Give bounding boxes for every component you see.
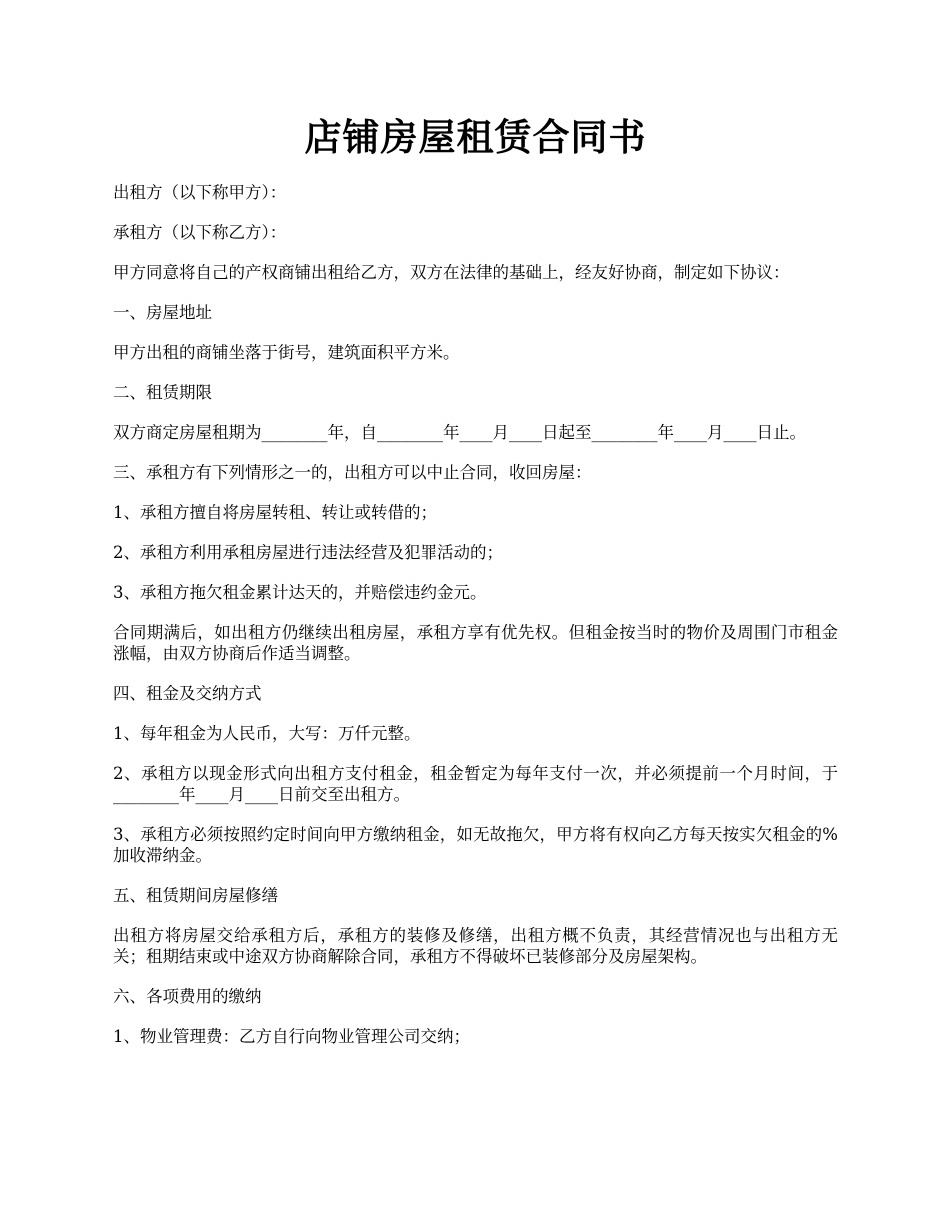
paragraph-repair: 出租方将房屋交给承租方后，承租方的装修及修缮，出租方概不负责，其经营情况也与出租方无关；租期结束或中途双方协商解除合同，承租方不得破坏已装修部分及房屋架构。	[113, 926, 838, 966]
section-heading-address: 一、房屋地址	[113, 303, 212, 322]
section-heading-rent: 四、租金及交纳方式	[113, 684, 262, 703]
section-heading-fees: 六、各项费用的缴纳	[113, 987, 262, 1006]
list-item-termination-3: 3、承租方拖欠租金累计达天的，并赔偿违约金元。	[113, 583, 487, 602]
list-item-fees-1: 1、物业管理费：乙方自行向物业管理公司交纳；	[113, 1027, 470, 1046]
list-item-rent-3: 3、承租方必须按照约定时间向甲方缴纳租金，如无故拖欠，甲方将有权向乙方每天按实欠租金的%加收滞纳金。	[113, 825, 838, 865]
paragraph-lessor: 出租方（以下称甲方）：	[113, 183, 287, 202]
list-item-rent-1: 1、每年租金为人民币，大写：万仟元整。	[113, 724, 421, 743]
list-item-termination-1: 1、承租方擅自将房屋转租、转让或转借的；	[113, 503, 437, 522]
paragraph-lessee: 承租方（以下称乙方）：	[113, 223, 287, 242]
paragraph-intro: 甲方同意将自己的产权商铺出租给乙方，双方在法律的基础上，经友好协商，制定如下协议：	[113, 263, 790, 282]
section-heading-repair: 五、租赁期间房屋修缮	[113, 886, 278, 905]
paragraph-address: 甲方出租的商铺坐落于街号，建筑面积平方米。	[113, 343, 460, 362]
section-heading-term: 二、租赁期限	[113, 383, 212, 402]
paragraph-renewal: 合同期满后，如出租方仍继续出租房屋，承租方享有优先权。但租金按当时的物价及周围门市租金涨幅，由双方协商后作适当调整。	[113, 623, 838, 663]
section-heading-termination: 三、承租方有下列情形之一的，出租方可以中止合同，收回房屋：	[113, 463, 592, 482]
document-title: 店铺房屋租赁合同书	[304, 115, 647, 159]
list-item-termination-2: 2、承租方利用承租房屋进行违法经营及犯罪活动的；	[113, 543, 503, 562]
list-item-rent-2: 2、承租方以现金形式向出租方支付租金，租金暂定为每年支付一次，并必须提前一个月时间，于________年____月____日前交至出租方。	[113, 764, 838, 804]
paragraph-term: 双方商定房屋租期为________年，自________年____月____日起至________年____月____日止。	[113, 423, 806, 442]
